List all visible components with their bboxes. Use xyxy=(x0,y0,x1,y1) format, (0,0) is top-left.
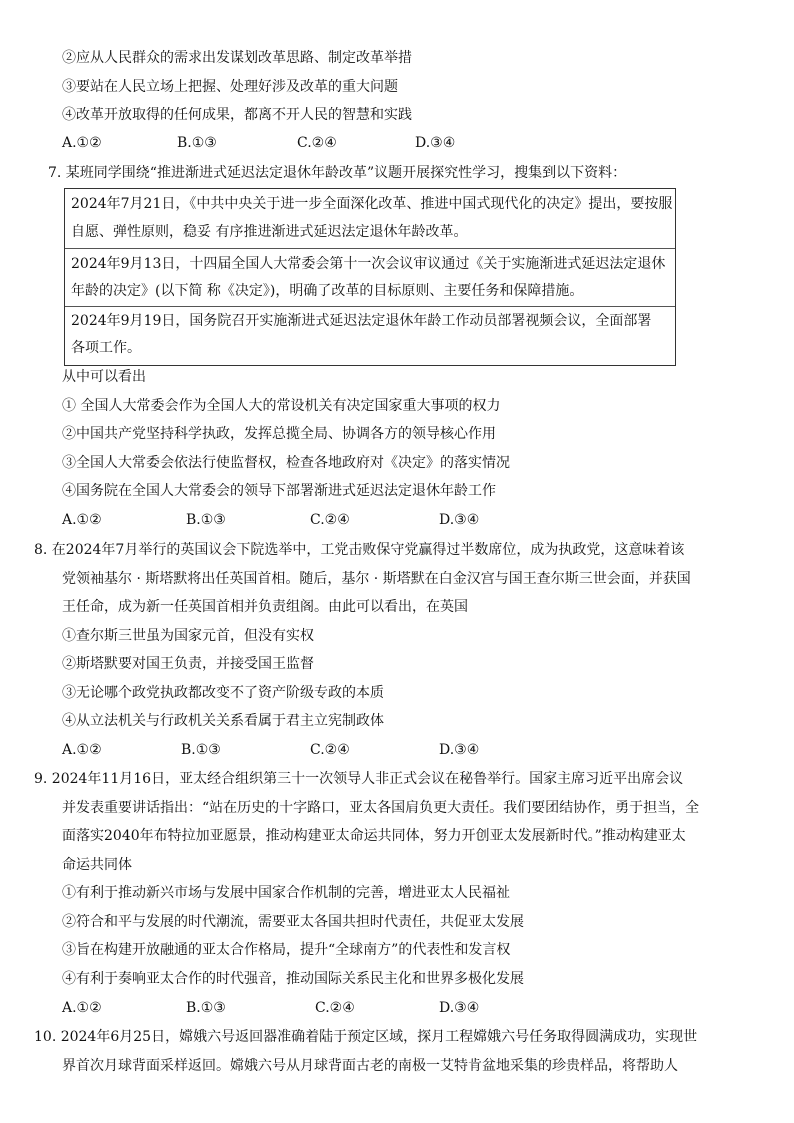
q9-option-c: C.②④ xyxy=(315,1000,355,1016)
q6-option-b: B.①③ xyxy=(177,135,217,151)
q7-item-4: ④国务院在全国人大常委会的领导下部署渐进式延迟法定退休年龄工作 xyxy=(62,483,496,499)
q9-stem-line1: 9. 2024年11月16日，亚太经合组织第三十一次领导人非正式会议在秘鲁举行。国家主席习近平出席会议 xyxy=(34,771,684,787)
q7-material-row2-line2: 年龄的决定》(以下简 称《决定》)，明确了改革的目标原则、主要任务和保障措施。 xyxy=(71,283,584,299)
q9-item-1: ①有利于推动新兴市场与发展中国家合作机制的完善，增进亚太人民福祉 xyxy=(62,885,510,901)
q6-item-2: ②应从人民群众的需求出发谋划改革思路、制定改革举措 xyxy=(62,50,412,66)
q7-option-b: B.①③ xyxy=(186,512,226,528)
q7-option-d: D.③④ xyxy=(439,512,480,528)
q8-stem-line1: 8. 在2024年7月举行的英国议会下院选举中，工党击败保守党赢得过半数席位，成为执政党，这意味着该 xyxy=(34,542,685,558)
q8-item-2: ②斯塔默要对国王负责，并接受国王监督 xyxy=(62,656,314,672)
q7-material-row3-line2: 各项工作。 xyxy=(71,340,141,356)
q9-option-d: D.③④ xyxy=(439,1000,480,1016)
q10-stem-line2: 界首次月球背面采样返回。嫦娥六号从月球背面古老的南极一艾特肯盆地采集的珍贵样品，将帮助人 xyxy=(62,1058,678,1074)
q8-option-d: D.③④ xyxy=(439,742,480,758)
q9-stem-line2: 并发表重要讲话指出：“站在历史的十字路口，亚太各国肩负更大责任。我们要团结协作，勇于担当，全 xyxy=(62,800,700,816)
q7-item-3: ③全国人大常委会依法行使监督权，检查各地政府对《决定》的落实情况 xyxy=(62,455,510,471)
q10-stem-line1: 10. 2024年6月25日，嫦娥六号返回器准确着陆于预定区域，探月工程嫦娥六号任务取得圆满成功，实现世 xyxy=(34,1029,698,1045)
q7-option-c: C.②④ xyxy=(310,512,350,528)
q9-stem-line4: 命运共同体 xyxy=(62,857,132,873)
q9-option-b: B.①③ xyxy=(186,1000,226,1016)
q7-material-row xyxy=(65,189,675,249)
q7-item-2: ②中国共产党坚持科学执政，发挥总揽全局、协调各方的领导核心作用 xyxy=(62,426,496,442)
q8-stem-line2: 党领袖基尔 · 斯塔默将出任英国首相。随后，基尔 · 斯塔默在白金汉宫与国王查尔斯三世会面，并获国 xyxy=(62,571,691,587)
q7-material-table xyxy=(64,188,676,366)
q9-option-a: A.①② xyxy=(62,1000,102,1016)
q9-stem-line3: 面落实2040年布特拉加亚愿景，推动构建亚太命运共同体，努力开创亚太发展新时代。”推动构建亚太 xyxy=(62,828,686,844)
q8-stem-line3: 王任命，成为新一任英国首相并负责组阁。由此可以看出，在英国 xyxy=(62,599,468,615)
q7-material-row3-line1: 2024年9月19日，国务院召开实施渐进式延迟法定退休年龄工作动员部署视频会议，全面部署 xyxy=(71,313,652,329)
q8-item-4: ④从立法机关与行政机关关系看属于君主立宪制政体 xyxy=(62,713,384,729)
q9-item-3: ③旨在构建开放融通的亚太合作格局，提升“全球南方”的代表性和发言权 xyxy=(62,942,511,958)
q8-option-c: C.②④ xyxy=(310,742,350,758)
q6-item-3: ③要站在人民立场上把握、处理好涉及改革的重大问题 xyxy=(62,79,398,95)
q7-option-a: A.①② xyxy=(62,512,102,528)
q8-option-a: A.①② xyxy=(62,742,102,758)
q7-material-row xyxy=(65,307,675,364)
q6-item-4: ④改革开放取得的任何成果，都离不开人民的智慧和实践 xyxy=(62,107,412,123)
q6-option-a: A.①② xyxy=(62,135,102,151)
q7-material-row1-line2: 自愿、弹性原则，稳妥 有序推进渐进式延迟法定退休年龄改革。 xyxy=(71,224,468,240)
q8-item-3: ③无论哪个政党执政都改变不了资产阶级专政的本质 xyxy=(62,685,384,701)
q7-material-row xyxy=(65,249,675,307)
q6-option-d: D.③④ xyxy=(415,135,456,151)
q7-material-row2-line1: 2024年9月13日，十四届全国人大常委会第十一次会议审议通过《关于实施渐进式延迟法定退休 xyxy=(71,256,666,272)
q9-item-2: ②符合和平与发展的时代潮流，需要亚太各国共担时代责任，共促亚太发展 xyxy=(62,914,524,930)
q7-item-1: ① 全国人大常委会作为全国人大的常设机关有决定国家重大事项的权力 xyxy=(62,398,501,414)
q6-option-c: C.②④ xyxy=(297,135,337,151)
q8-item-1: ①查尔斯三世虽为国家元首，但没有实权 xyxy=(62,628,314,644)
q7-material-row1-line1: 2024年7月21日，《中共中央关于进一步全面深化改革、推进中国式现代化的决定》提出，要按服 xyxy=(71,196,673,212)
q7-lead: 从中可以看出 xyxy=(62,369,146,385)
q9-item-4: ④有利于奏响亚太合作的时代强音，推动国际关系民主化和世界多极化发展 xyxy=(62,971,524,987)
q8-option-b: B.①③ xyxy=(181,742,221,758)
q7-stem: 7. 某班同学围绕“推进渐进式延迟法定退休年龄改革”议题开展探究性学习，搜集到以下资料： xyxy=(48,165,627,181)
